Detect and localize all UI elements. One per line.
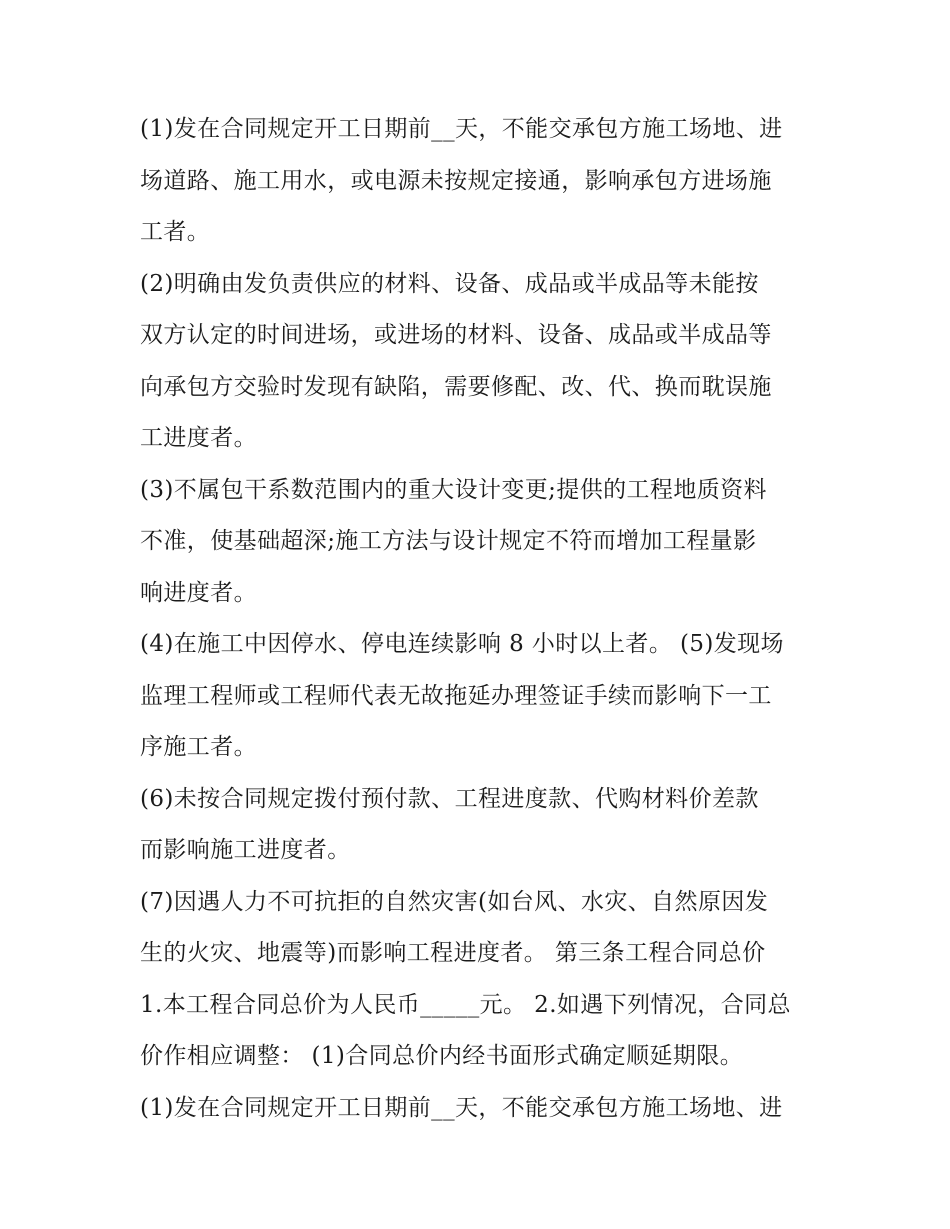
text-line: 生的火灾、地震等)而影响工程进度者。 第三条工程合同总价 <box>140 940 766 966</box>
text-line: 场道路、施工用水，或电源未按规定接通，影响承包方进场施 <box>140 167 772 194</box>
text-line: 双方认定的时间进场，或进场的材料、设备、成品或半成品等 <box>140 322 772 348</box>
text-line: (7)因遇人力不可抗拒的自然灾害(如台风、水灾、自然原因发 <box>140 888 769 915</box>
text-line: 向承包方交验时发现有缺陷，需要修配、改、代、换而耽误施 <box>140 373 772 400</box>
text-line: 工者。 <box>140 219 211 245</box>
text-line: 监理工程师或工程师代表无故拖延办理签证手续而影响下一工 <box>140 682 772 709</box>
text-line: (2)明确由发负责供应的材料、设备、成品或半成品等未能按 <box>140 270 759 297</box>
text-line: 而影响施工进度者。 <box>140 837 351 863</box>
text-line: 响进度者。 <box>140 579 257 606</box>
text-line: (1)发在合同规定开工日期前__天，不能交承包方施工场地、进 <box>140 1094 783 1121</box>
text-line: 工进度者。 <box>140 425 257 451</box>
text-line: 价作相应调整： (1)合同总价内经书面形式确定顺延期限。 <box>140 1043 744 1069</box>
text-line: 1.本工程合同总价为人民币_____元。 2.如遇下列情况，合同总 <box>140 991 791 1018</box>
text-line: 不准，使基础超深;施工方法与设计规定不符而增加工程量影 <box>140 528 757 554</box>
text-line: 序施工者。 <box>140 734 257 760</box>
text-line: (1)发在合同规定开工日期前__天，不能交承包方施工场地、进 <box>140 116 783 142</box>
document-body <box>140 104 820 1134</box>
text-line: (6)未按合同规定拨付预付款、工程进度款、代购材料价差款 <box>140 785 759 812</box>
text-line: (4)在施工中因停水、停电连续影响 8 小时以上者。 (5)发现场 <box>140 631 784 657</box>
text-line: (3)不属包干系数范围内的重大设计变更;提供的工程地质资料 <box>140 476 767 503</box>
